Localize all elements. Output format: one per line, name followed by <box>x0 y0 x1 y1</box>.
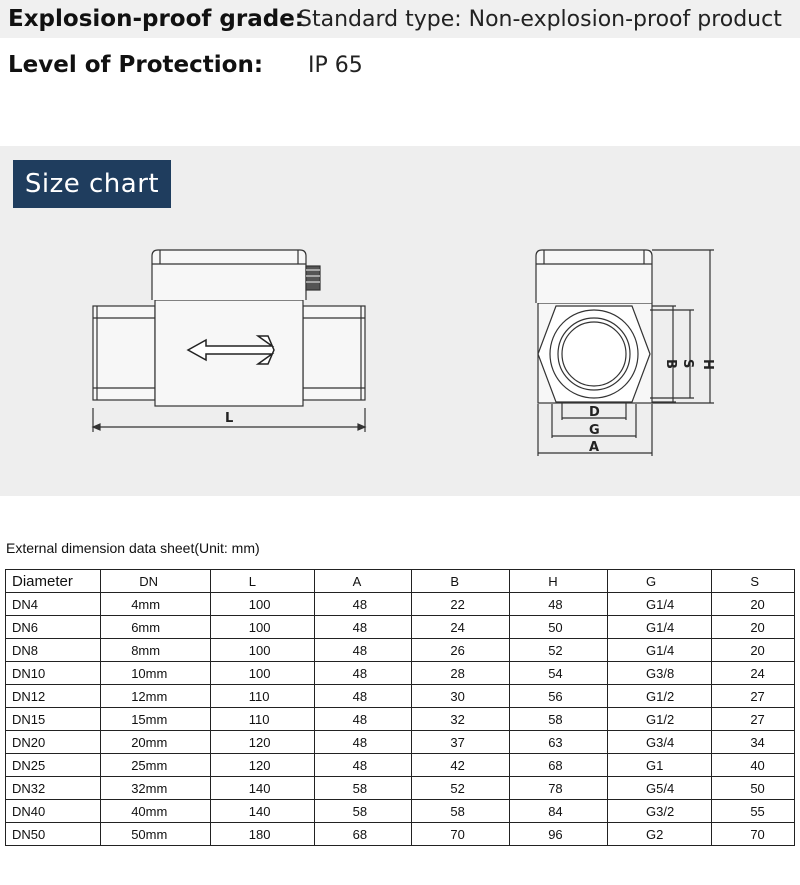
table-cell: G1 <box>608 754 712 777</box>
front-view-drawing <box>536 250 714 456</box>
table-cell: 48 <box>314 731 412 754</box>
dim-label-d: D <box>589 405 600 420</box>
dimension-drawing <box>0 146 800 496</box>
table-cell: 110 <box>210 685 314 708</box>
table-cell: 140 <box>210 777 314 800</box>
header-s: S <box>712 570 795 593</box>
table-cell: 63 <box>510 731 608 754</box>
table-cell: 4mm <box>101 593 211 616</box>
table-cell: DN40 <box>6 800 101 823</box>
explosion-value: Standard type: Non-explosion-proof product <box>298 6 782 32</box>
table-cell: 22 <box>412 593 510 616</box>
table-cell: 52 <box>510 639 608 662</box>
table-cell: DN20 <box>6 731 101 754</box>
table-row <box>6 731 795 754</box>
header-b: B <box>412 570 510 593</box>
header-diameter: Diameter <box>6 570 101 593</box>
table-cell: 34 <box>712 731 795 754</box>
table-cell: 48 <box>314 616 412 639</box>
table-cell: 40mm <box>101 800 211 823</box>
table-cell: 68 <box>510 754 608 777</box>
table-row <box>6 823 795 846</box>
table-cell: G3/4 <box>608 731 712 754</box>
header-g: G <box>608 570 712 593</box>
table-cell: G1/4 <box>608 616 712 639</box>
size-chart-badge: Size chart <box>13 160 171 208</box>
table-cell: 84 <box>510 800 608 823</box>
table-header-row <box>6 570 795 593</box>
table-cell: 55 <box>712 800 795 823</box>
table-cell: DN25 <box>6 754 101 777</box>
table-cell: 20 <box>712 616 795 639</box>
table-cell: G2 <box>608 823 712 846</box>
dimension-table <box>5 569 795 846</box>
table-cell: 56 <box>510 685 608 708</box>
table-cell: 100 <box>210 593 314 616</box>
table-row <box>6 800 795 823</box>
table-row <box>6 685 795 708</box>
table-cell: 70 <box>712 823 795 846</box>
spec-protection-row <box>0 46 800 84</box>
dim-label-h: H <box>700 359 715 370</box>
table-cell: 58 <box>314 777 412 800</box>
dim-label-l: L <box>225 411 234 426</box>
table-row <box>6 639 795 662</box>
table-row <box>6 616 795 639</box>
header-dn: DN <box>101 570 211 593</box>
table-cell: 58 <box>412 800 510 823</box>
table-cell: 26 <box>412 639 510 662</box>
table-cell: 120 <box>210 754 314 777</box>
table-cell: 24 <box>412 616 510 639</box>
table-cell: 54 <box>510 662 608 685</box>
table-cell: G1/2 <box>608 685 712 708</box>
table-cell: 48 <box>510 593 608 616</box>
table-cell: 20 <box>712 639 795 662</box>
table-cell: DN8 <box>6 639 101 662</box>
header-h: H <box>510 570 608 593</box>
table-cell: 48 <box>314 662 412 685</box>
table-cell: DN4 <box>6 593 101 616</box>
table-cell: 28 <box>412 662 510 685</box>
table-cell: 120 <box>210 731 314 754</box>
table-cell: 78 <box>510 777 608 800</box>
table-cell: DN32 <box>6 777 101 800</box>
table-cell: 12mm <box>101 685 211 708</box>
table-cell: DN10 <box>6 662 101 685</box>
table-cell: 40 <box>712 754 795 777</box>
table-cell: 24 <box>712 662 795 685</box>
table-cell: 58 <box>314 800 412 823</box>
header-l: L <box>210 570 314 593</box>
table-row <box>6 777 795 800</box>
table-cell: DN50 <box>6 823 101 846</box>
side-view-drawing <box>93 250 365 432</box>
protection-label: Level of Protection: <box>8 52 264 78</box>
table-row <box>6 593 795 616</box>
table-cell: 52 <box>412 777 510 800</box>
table-row <box>6 662 795 685</box>
table-cell: 27 <box>712 708 795 731</box>
table-cell: 32 <box>412 708 510 731</box>
table-cell: 100 <box>210 639 314 662</box>
table-cell: 15mm <box>101 708 211 731</box>
table-cell: 48 <box>314 708 412 731</box>
table-cell: 100 <box>210 616 314 639</box>
spec-explosion-row <box>0 0 800 38</box>
table-cell: 8mm <box>101 639 211 662</box>
table-cell: 25mm <box>101 754 211 777</box>
table-cell: 70 <box>412 823 510 846</box>
table-cell: G3/2 <box>608 800 712 823</box>
table-cell: 50mm <box>101 823 211 846</box>
table-cell: 100 <box>210 662 314 685</box>
table-cell: 50 <box>510 616 608 639</box>
table-cell: 37 <box>412 731 510 754</box>
table-cell: 20 <box>712 593 795 616</box>
table-cell: 48 <box>314 685 412 708</box>
table-cell: 180 <box>210 823 314 846</box>
dim-label-a: A <box>589 440 600 455</box>
table-cell: 68 <box>314 823 412 846</box>
dim-label-g: G <box>589 423 600 438</box>
table-cell: 48 <box>314 754 412 777</box>
table-cell: 32mm <box>101 777 211 800</box>
table-cell: 20mm <box>101 731 211 754</box>
table-cell: 6mm <box>101 616 211 639</box>
dim-label-s: S <box>680 359 695 369</box>
table-cell: 110 <box>210 708 314 731</box>
table-cell: DN15 <box>6 708 101 731</box>
explosion-label: Explosion-proof grade: <box>8 6 305 32</box>
table-cell: G1/4 <box>608 639 712 662</box>
table-cell: 27 <box>712 685 795 708</box>
table-cell: DN12 <box>6 685 101 708</box>
header-a: A <box>314 570 412 593</box>
table-cell: G1/4 <box>608 593 712 616</box>
table-cell: 58 <box>510 708 608 731</box>
table-cell: 48 <box>314 639 412 662</box>
table-cell: 96 <box>510 823 608 846</box>
sheet-title: External dimension data sheet(Unit: mm) <box>6 540 260 556</box>
table-cell: 50 <box>712 777 795 800</box>
table-cell: G1/2 <box>608 708 712 731</box>
dim-label-b: B <box>663 359 678 369</box>
table-row <box>6 708 795 731</box>
table-row <box>6 754 795 777</box>
table-cell: G3/8 <box>608 662 712 685</box>
table-cell: G5/4 <box>608 777 712 800</box>
table-cell: 30 <box>412 685 510 708</box>
table-cell: 48 <box>314 593 412 616</box>
protection-value: IP 65 <box>308 52 363 78</box>
table-cell: 140 <box>210 800 314 823</box>
table-cell: 42 <box>412 754 510 777</box>
table-cell: DN6 <box>6 616 101 639</box>
table-cell: 10mm <box>101 662 211 685</box>
size-chart-panel <box>0 146 800 496</box>
